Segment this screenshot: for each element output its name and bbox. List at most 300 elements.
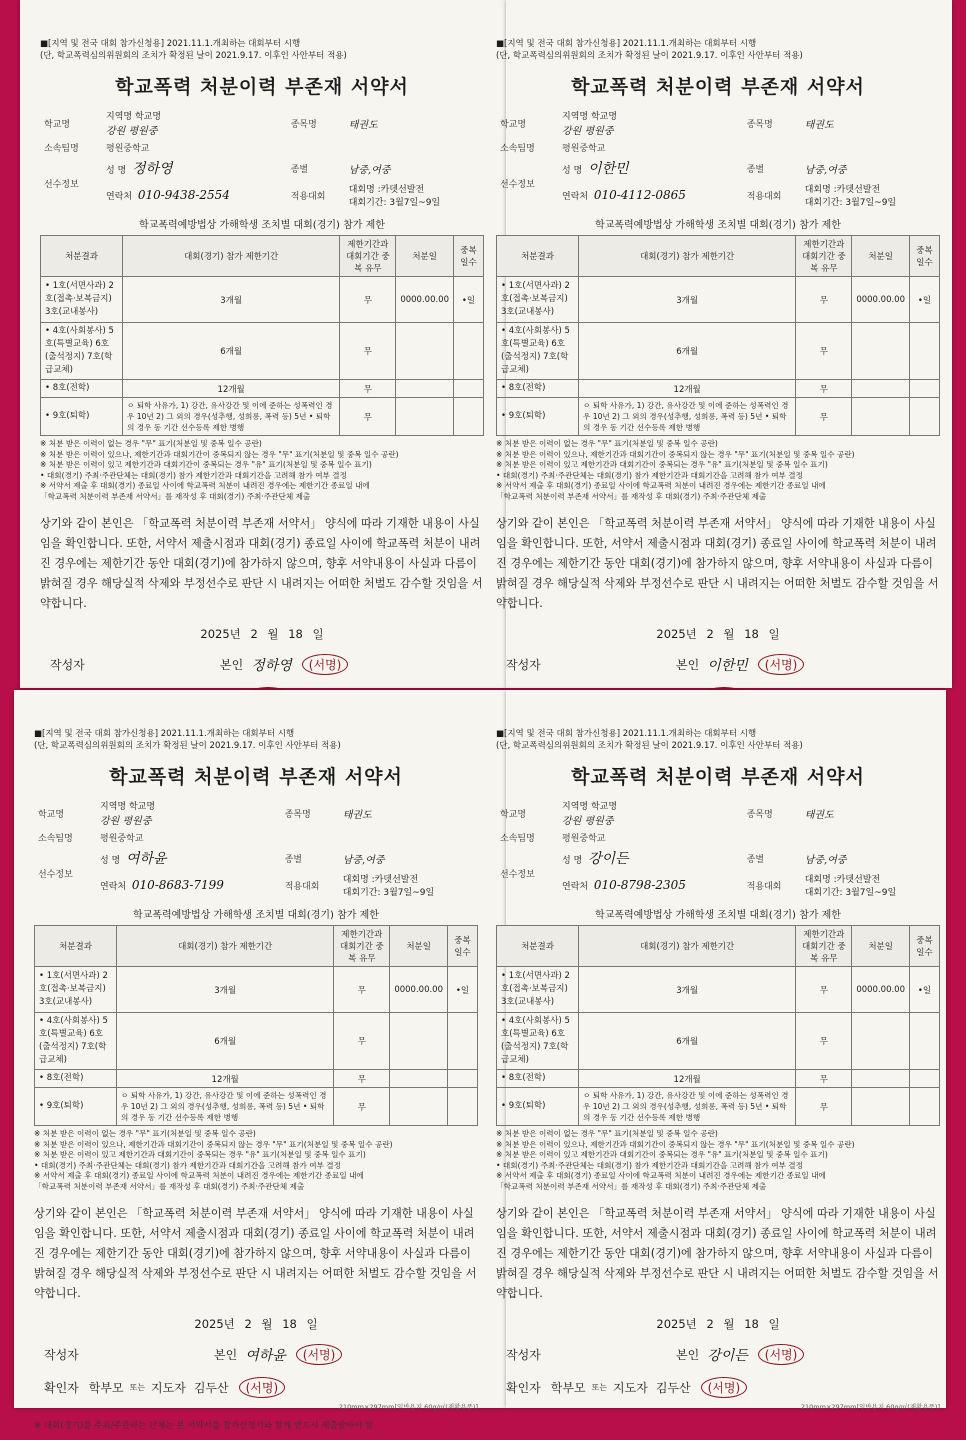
form-sheet-2 xyxy=(496,0,952,688)
row-result: • 4호(사회봉사) 5호(특별교육) 6호(출석정지) 7호(학급교체) xyxy=(35,1013,117,1070)
competition-label: 적용대회 xyxy=(284,881,320,892)
form-sheet-4 xyxy=(496,690,946,1411)
region-school-value: 강원 평원중 xyxy=(562,816,614,827)
player-info-table xyxy=(496,797,940,900)
row-days xyxy=(910,1070,940,1088)
team-value: 평원중학교 xyxy=(562,834,606,844)
form-sheet-1 xyxy=(20,0,506,688)
pledge-text: 상기와 같이 본인은 「학교폭력 처분이력 부존재 서약서」 양식에 따라 기재한 내용이 사실임을 확인합니다. 또한, 서약서 제출시점과 대회(경기) 종료일 사이에 학교폭력 처분이 내려진 경우에는 제한기간 동안 대회(경기)에 참가하지 않으며, 향후 서약내용이 사실과 다름이 밝혀질 경우 해당실적 삭제와 부정선수로 판단 시 내려지는 어떠한 처벌도 감수할 것임을 서약합니다. xyxy=(496,517,939,610)
table-row xyxy=(41,380,484,398)
player-name: 강이든 xyxy=(587,851,629,867)
date-year: 2025년 xyxy=(656,1317,697,1331)
event-label: 종목명 xyxy=(284,809,311,820)
form-header-line2: (단, 학교폭력심의위원회의 조치가 확정된 날이 2021.9.17. 이후인 사안부터 적용) xyxy=(40,51,347,61)
row-result: • 1호(서면사과) 2호(접촉·보복금지) 3호(교내봉사) xyxy=(497,277,579,323)
note: ※ 처분 받은 이력이 있으나, 제한기간과 대회기간이 중복되지 않는 경우 "무" 표기(처분일 및 중복 일수 공란) xyxy=(34,1139,393,1149)
rules-table xyxy=(34,925,478,1126)
school-label: 학교명 xyxy=(44,119,71,130)
note: ※ 서약서 제출 후 대회(경기) 종료일 사이에 학교폭력 처분이 내려진 경우에는 제한기간 종료일 내에 xyxy=(496,481,826,490)
signed-date xyxy=(34,1316,478,1332)
or-label: 또는 xyxy=(129,1383,146,1392)
name-cell xyxy=(558,156,743,180)
note: ※ 서약서 제출 후 대회(경기) 종료일 사이에 학교폭력 처분이 내려진 경우에는 제한기간 종료일 내에 xyxy=(496,1171,826,1180)
confirmer-label: 확인자 xyxy=(44,1381,79,1395)
row-result: • 1호(서면사과) 2호(접촉·보복금지) 3호(교내봉사) xyxy=(41,277,123,323)
row-date xyxy=(390,1088,448,1126)
row-result: • 4호(사회봉사) 5호(특별교육) 6호(출석정지) 7호(학급교체) xyxy=(41,323,123,380)
note: 「학교폭력 처분이력 부존재 서약서」를 재작성 후 대회(경기) 주최·주관단체 제출 xyxy=(40,491,311,501)
paper-spec: 210mm×297mm[일반용지 60g/㎡(재활용품)] xyxy=(800,1403,940,1411)
name-label: 성 명 xyxy=(100,856,121,866)
row-period: 6개월 xyxy=(579,1013,796,1070)
competition-name: 대회명 :카뎃선발전 xyxy=(348,185,425,195)
event-value: 태권도 xyxy=(348,119,378,131)
table-row xyxy=(41,398,484,436)
col-period: 대회(경기) 참가 제한기간 xyxy=(123,236,340,277)
row-period: 3개월 xyxy=(579,277,796,323)
note: • 대회(경기) 주최·주관단체는 대회(경기) 참가 제한기간과 대회기간을 고려해 참가 여부 결정 xyxy=(496,470,803,480)
row-days: •일 xyxy=(910,967,940,1013)
row-days xyxy=(448,1088,478,1126)
region-school-label: 지역명 학교명 xyxy=(562,802,618,812)
contact-cell xyxy=(558,870,743,900)
competition-label: 적용대회 xyxy=(746,881,782,892)
row-days: •일 xyxy=(910,277,940,323)
row-date xyxy=(852,1088,910,1126)
signer-name: 여하윤 xyxy=(245,1347,286,1364)
row-date xyxy=(852,380,910,398)
note: ※ 처분 받은 이력이 있으나, 제한기간과 대회기간이 중복되지 않는 경우 "무" 표기(처분일 및 중복 일수 공란) xyxy=(40,449,399,459)
writer-row xyxy=(496,654,940,675)
event-value: 태권도 xyxy=(804,119,834,131)
name-label: 성 명 xyxy=(106,166,127,176)
pledge-text: 상기와 같이 본인은 「학교폭력 처분이력 부존재 서약서」 양식에 따라 기재한 내용이 사실임을 확인합니다. 또한, 서약서 제출시점과 대회(경기) 종료일 사이에 학교폭력 처분이 내려진 경우에는 제한기간 동안 대회(경기)에 참가하지 않으며, 향후 서약내용이 사실과 다름이 밝혀질 경우 해당실적 삭제와 부정선수로 판단 시 내려지는 어떠한 처벌도 감수할 것임을 서약합니다. xyxy=(40,517,483,610)
note: 「학교폭력 처분이력 부존재 서약서」를 재작성 후 대회(경기) 주최·주관단체 제출 xyxy=(496,1181,767,1191)
col-period: 대회(경기) 참가 제한기간 xyxy=(117,926,334,967)
row-period: 12개월 xyxy=(117,1070,334,1088)
table-row xyxy=(497,967,940,1013)
player-info-label: 선수정보 xyxy=(500,869,535,880)
player-phone: 010-8798-2305 xyxy=(593,878,686,892)
row-date xyxy=(852,398,910,436)
notes xyxy=(40,439,484,502)
table-row xyxy=(497,1070,940,1088)
row-period: 6개월 xyxy=(579,323,796,380)
table-row xyxy=(497,398,940,436)
parent-label: 학부모 xyxy=(88,1381,124,1395)
team-label: 소속팀명 xyxy=(44,144,79,154)
date-year: 2025년 xyxy=(656,627,697,641)
player-info-label: 선수정보 xyxy=(500,179,535,190)
category-label: 종별 xyxy=(746,164,765,175)
signer-name: 강이든 xyxy=(707,1347,748,1364)
player-info-table xyxy=(40,107,484,210)
note: ※ 처분 받은 이력이 있고 제한기간과 대회기간이 중복되는 경우 "유" 표기(처분일 및 중복 일수 표기) xyxy=(34,1150,366,1159)
school-value xyxy=(96,797,281,829)
col-result: 처분결과 xyxy=(497,926,579,967)
col-overlap: 제한기간과 대회기간 중복 유무 xyxy=(334,926,390,967)
row-overlap: 무 xyxy=(796,277,852,323)
row-result: • 1호(서면사과) 2호(접촉·보복금지) 3호(교내봉사) xyxy=(497,967,579,1013)
form-header-line1: ■[지역 및 전국 대회 참가신청용] 2021.11.1.개최하는 대회부터 시행 xyxy=(40,39,301,49)
table-row xyxy=(497,1088,940,1126)
table-row xyxy=(35,967,478,1013)
coach-name: 김두산 xyxy=(655,1381,691,1395)
row-period: ㅇ 퇴학 사유가, 1) 강간, 유사강간 및 이에 준하는 성폭력인 경우 10년 2) 그 외의 경우(성추행, 성희롱, 폭력 등) 5년 • 퇴학의 경우 동 기간 선수등록 제한 병행 xyxy=(579,398,796,436)
region-school-value: 강원 평원중 xyxy=(562,126,614,137)
col-result: 처분결과 xyxy=(41,236,123,277)
rules-subtitle: 학교폭력예방법상 가해학생 조치별 대회(경기) 참가 제한 xyxy=(595,910,841,921)
contact-label: 연락처 xyxy=(100,882,127,892)
table-row xyxy=(41,323,484,380)
competition-name: 대회명 :카뎃선발전 xyxy=(804,875,881,885)
category-label: 종별 xyxy=(290,164,309,175)
row-result: • 1호(서면사과) 2호(접촉·보복금지) 3호(교내봉사) xyxy=(35,967,117,1013)
name-cell xyxy=(96,846,281,870)
note: ※ 처분 받은 이력이 있으나, 제한기간과 대회기간이 중복되지 않는 경우 "무" 표기(처분일 및 중복 일수 공란) xyxy=(496,449,855,459)
category-label: 종별 xyxy=(746,854,765,865)
table-row xyxy=(35,1088,478,1126)
row-overlap: 무 xyxy=(334,967,390,1013)
row-period: 3개월 xyxy=(117,967,334,1013)
region-school-value: 강원 평원중 xyxy=(106,126,158,137)
player-info-table xyxy=(496,107,940,210)
player-phone: 010-4112-0865 xyxy=(593,188,686,202)
school-value xyxy=(558,107,743,139)
player-phone: 010-9438-2554 xyxy=(137,188,230,202)
row-period: 12개월 xyxy=(579,1070,796,1088)
school-value xyxy=(558,797,743,829)
region-school-label: 지역명 학교명 xyxy=(106,112,162,122)
note: ※ 처분 받은 이력이 있고 제한기간과 대회기간이 중복되는 경우 "유" 표기(처분일 및 중복 일수 표기) xyxy=(496,1150,828,1159)
row-overlap: 무 xyxy=(340,398,396,436)
row-overlap: 무 xyxy=(796,1013,852,1070)
row-overlap: 무 xyxy=(796,380,852,398)
player-name: 여하윤 xyxy=(125,851,167,867)
row-date xyxy=(396,398,454,436)
col-period: 대회(경기) 참가 제한기간 xyxy=(579,926,796,967)
rules-subtitle: 학교폭력예방법상 가해학생 조치별 대회(경기) 참가 제한 xyxy=(595,220,841,231)
row-period: 6개월 xyxy=(117,1013,334,1070)
row-date xyxy=(852,1070,910,1088)
event-value: 태권도 xyxy=(342,809,372,821)
note: • 대회(경기) 주최·주관단체는 대회(경기) 참가 제한기간과 대회기간을 고려해 참가 여부 결정 xyxy=(40,470,347,480)
competition-label: 적용대회 xyxy=(290,191,326,202)
date-month: 2 월 xyxy=(244,1317,273,1331)
table-row xyxy=(497,323,940,380)
team-value: 평원중학교 xyxy=(106,144,150,154)
row-result: • 8호(전학) xyxy=(497,380,579,398)
row-overlap: 무 xyxy=(796,398,852,436)
self-label: 본인 xyxy=(676,658,700,672)
row-date xyxy=(852,323,910,380)
table-row xyxy=(35,1070,478,1088)
signer-name: 정하영 xyxy=(251,657,292,674)
table-row xyxy=(41,277,484,323)
row-period: 3개월 xyxy=(579,967,796,1013)
rules-table xyxy=(496,235,940,436)
row-period: 6개월 xyxy=(123,323,340,380)
form-title: 학교폭력 처분이력 부존재 서약서 xyxy=(571,76,865,98)
pledge-text: 상기와 같이 본인은 「학교폭력 처분이력 부존재 서약서」 양식에 따라 기재한 내용이 사실임을 확인합니다. 또한, 서약서 제출시점과 대회(경기) 종료일 사이에 학교폭력 처분이 내려진 경우에는 제한기간 동안 대회(경기)에 참가하지 않으며, 향후 서약내용이 사실과 다름이 밝혀질 경우 해당실적 삭제와 부정선수로 판단 시 내려지는 어떠한 처벌도 감수할 것임을 서약합니다. xyxy=(496,1207,939,1300)
signature-mark: (서명) xyxy=(758,654,805,675)
form-header-line1: ■[지역 및 전국 대회 참가신청용] 2021.11.1.개최하는 대회부터 시행 xyxy=(34,729,295,739)
contact-cell xyxy=(102,180,287,210)
date-day: 18 일 xyxy=(744,627,780,641)
note: ※ 서약서 제출 후 대회(경기) 종료일 사이에 학교폭력 처분이 내려진 경우에는 제한기간 종료일 내에 xyxy=(40,481,370,490)
col-days: 중복 일수 xyxy=(910,926,940,967)
competition-name: 대회명 :카뎃선발전 xyxy=(342,875,419,885)
row-days xyxy=(448,1013,478,1070)
row-result: • 8호(전학) xyxy=(35,1070,117,1088)
competition-period: 대회기간: 3월7일~9일 xyxy=(804,888,897,898)
contact-label: 연락처 xyxy=(562,192,589,202)
team-value: 평원중학교 xyxy=(562,144,606,154)
coach-stamp: (서명) xyxy=(239,1377,286,1398)
date-day: 18 일 xyxy=(282,1317,318,1331)
form-sheet-3 xyxy=(14,690,506,1431)
row-days xyxy=(910,1088,940,1126)
date-month: 2 월 xyxy=(706,627,735,641)
school-value xyxy=(102,107,287,139)
row-overlap: 무 xyxy=(796,323,852,380)
col-days: 중복 일수 xyxy=(454,236,484,277)
confirmer-label: 확인자 xyxy=(506,1381,541,1395)
row-date xyxy=(390,1013,448,1070)
row-overlap: 무 xyxy=(334,1013,390,1070)
region-school-value: 강원 평원중 xyxy=(100,816,152,827)
writer-row xyxy=(40,654,484,675)
date-day: 18 일 xyxy=(744,1317,780,1331)
col-result: 처분결과 xyxy=(497,236,579,277)
team-label: 소속팀명 xyxy=(500,834,535,844)
note: ※ 서약서 제출 후 대회(경기) 종료일 사이에 학교폭력 처분이 내려진 경우에는 제한기간 종료일 내에 xyxy=(34,1171,364,1180)
row-period: ㅇ 퇴학 사유가, 1) 강간, 유사강간 및 이에 준하는 성폭력인 경우 10년 2) 그 외의 경우(성추행, 성희롱, 폭력 등) 5년 • 퇴학의 경우 동 기간 선수등록 제한 병행 xyxy=(117,1088,334,1126)
row-date xyxy=(396,323,454,380)
competition-period: 대회기간: 3월7일~9일 xyxy=(804,198,897,208)
coach-stamp: (서명) xyxy=(701,1377,748,1398)
form-header-line2: (단, 학교폭력심의위원회의 조치가 확정된 날이 2021.9.17. 이후인 사안부터 적용) xyxy=(496,51,803,61)
name-cell xyxy=(102,156,287,180)
row-result: • 4호(사회봉사) 5호(특별교육) 6호(출석정지) 7호(학급교체) xyxy=(497,1013,579,1070)
contact-cell xyxy=(558,180,743,210)
note: 「학교폭력 처분이력 부존재 서약서」를 재작성 후 대회(경기) 주최·주관단체 제출 xyxy=(496,491,767,501)
note: ※ 처분 받은 이력이 없는 경우 "무" 표기(처분일 및 중복 일수 공란) xyxy=(496,1129,718,1138)
row-days xyxy=(910,323,940,380)
form-title: 학교폭력 처분이력 부존재 서약서 xyxy=(109,766,403,788)
competition-name: 대회명 :카뎃선발전 xyxy=(804,185,881,195)
col-overlap: 제한기간과 대회기간 중복 유무 xyxy=(796,926,852,967)
coach-label: 지도자 xyxy=(151,1381,186,1395)
name-label: 성 명 xyxy=(562,856,583,866)
contact-label: 연락처 xyxy=(106,192,133,202)
note: ※ 처분 받은 이력이 있으나, 제한기간과 대회기간이 중복되지 않는 경우 "무" 표기(처분일 및 중복 일수 공란) xyxy=(496,1139,855,1149)
signature-mark: (서명) xyxy=(302,654,349,675)
row-result: • 8호(전학) xyxy=(41,380,123,398)
confirmer-row xyxy=(496,1377,940,1398)
note: ※ 처분 받은 이력이 없는 경우 "무" 표기(처분일 및 중복 일수 공란) xyxy=(496,439,718,448)
paper-spec: 210mm×297mm[일반용지 60g/㎡(재활용품)] xyxy=(338,1403,478,1411)
player-name: 정하영 xyxy=(131,161,173,177)
form-title: 학교폭력 처분이력 부존재 서약서 xyxy=(571,766,865,788)
player-info-label: 선수정보 xyxy=(38,869,73,880)
region-school-label: 지역명 학교명 xyxy=(562,112,618,122)
table-row xyxy=(497,1013,940,1070)
writer-label: 작성자 xyxy=(506,658,541,672)
coach-name: 김두산 xyxy=(193,1381,229,1395)
notes xyxy=(496,1129,940,1192)
competition-label: 적용대회 xyxy=(746,191,782,202)
form-header-line2: (단, 학교폭력심의위원회의 조치가 확정된 날이 2021.9.17. 이후인 사안부터 적용) xyxy=(34,741,341,751)
date-year: 2025년 xyxy=(200,627,241,641)
table-row xyxy=(497,277,940,323)
notes xyxy=(34,1129,478,1192)
row-overlap: 무 xyxy=(334,1070,390,1088)
table-row xyxy=(35,1013,478,1070)
confirmer-row xyxy=(34,1377,478,1398)
rules-table xyxy=(496,925,940,1126)
form-footnote: ※ 대회(경기)를 주최/주관하는 단체는 본 서약서를 참가신청서와 함께 반드시 제출받아야 함 xyxy=(34,1421,374,1431)
row-date: 0000.00.00 xyxy=(852,277,910,323)
row-overlap: 무 xyxy=(796,967,852,1013)
event-label: 종목명 xyxy=(290,119,317,130)
row-date: 0000.00.00 xyxy=(390,967,448,1013)
competition-value xyxy=(339,870,478,900)
col-date: 처분일 xyxy=(852,926,910,967)
signed-date xyxy=(496,626,940,642)
signature-mark: (서명) xyxy=(296,1344,343,1365)
player-name: 이한민 xyxy=(587,161,629,177)
or-label: 또는 xyxy=(591,1383,608,1392)
row-period: 12개월 xyxy=(579,380,796,398)
note: ※ 처분 받은 이력이 있고 제한기간과 대회기간이 중복되는 경우 "유" 표기(처분일 및 중복 일수 표기) xyxy=(496,460,828,469)
category-label: 종별 xyxy=(284,854,303,865)
row-result: • 9호(퇴학) xyxy=(497,398,579,436)
form-header-line1: ■[지역 및 전국 대회 참가신청용] 2021.11.1.개최하는 대회부터 시행 xyxy=(496,729,757,739)
note: 「학교폭력 처분이력 부존재 서약서」를 재작성 후 대회(경기) 주최·주관단체 제출 xyxy=(34,1181,305,1191)
col-period: 대회(경기) 참가 제한기간 xyxy=(579,236,796,277)
competition-period: 대회기간: 3월7일~9일 xyxy=(348,198,441,208)
row-days xyxy=(448,1070,478,1088)
row-overlap: 무 xyxy=(796,1088,852,1126)
self-label: 본인 xyxy=(220,658,244,672)
row-date xyxy=(396,380,454,398)
col-overlap: 제한기간과 대회기간 중복 유무 xyxy=(796,236,852,277)
player-phone: 010-8683-7199 xyxy=(131,878,224,892)
signed-date xyxy=(40,626,484,642)
school-label: 학교명 xyxy=(500,119,527,130)
row-overlap: 무 xyxy=(340,323,396,380)
pledge-text: 상기와 같이 본인은 「학교폭력 처분이력 부존재 서약서」 양식에 따라 기재한 내용이 사실임을 확인합니다. 또한, 서약서 제출시점과 대회(경기) 종료일 사이에 학교폭력 처분이 내려진 경우에는 제한기간 동안 대회(경기)에 참가하지 않으며, 향후 서약내용이 사실과 다름이 밝혀질 경우 해당실적 삭제와 부정선수로 판단 시 내려지는 어떠한 처벌도 감수할 것임을 서약합니다. xyxy=(34,1207,477,1300)
signature-mark: (서명) xyxy=(758,1344,805,1365)
note: ※ 처분 받은 이력이 없는 경우 "무" 표기(처분일 및 중복 일수 공란) xyxy=(40,439,262,448)
competition-period: 대회기간: 3월7일~9일 xyxy=(342,888,435,898)
rules-subtitle: 학교폭력예방법상 가해학생 조치별 대회(경기) 참가 제한 xyxy=(139,220,385,231)
category-value: 남중,여중 xyxy=(804,164,847,176)
event-value: 태권도 xyxy=(804,809,834,821)
school-label: 학교명 xyxy=(500,809,527,820)
player-info-table xyxy=(34,797,478,900)
date-month: 2 월 xyxy=(706,1317,735,1331)
player-info-label: 선수정보 xyxy=(44,179,79,190)
col-overlap: 제한기간과 대회기간 중복 유무 xyxy=(340,236,396,277)
form-title: 학교폭력 처분이력 부존재 서약서 xyxy=(115,76,409,98)
note: • 대회(경기) 주최·주관단체는 대회(경기) 참가 제한기간과 대회기간을 고려해 참가 여부 결정 xyxy=(34,1160,341,1170)
row-date xyxy=(852,1013,910,1070)
contact-label: 연락처 xyxy=(562,882,589,892)
rules-subtitle: 학교폭력예방법상 가해학생 조치별 대회(경기) 참가 제한 xyxy=(133,910,379,921)
row-overlap: 무 xyxy=(340,380,396,398)
row-date xyxy=(390,1070,448,1088)
competition-value xyxy=(801,180,940,210)
row-result: • 4호(사회봉사) 5호(특별교육) 6호(출석정지) 7호(학급교체) xyxy=(497,323,579,380)
category-value: 남중,여중 xyxy=(342,854,385,866)
date-month: 2 월 xyxy=(250,627,279,641)
name-cell xyxy=(558,846,743,870)
signed-date xyxy=(496,1316,940,1332)
row-period: 12개월 xyxy=(123,380,340,398)
row-date: 0000.00.00 xyxy=(852,967,910,1013)
form-header-line2: (단, 학교폭력심의위원회의 조치가 확정된 날이 2021.9.17. 이후인 사안부터 적용) xyxy=(496,741,803,751)
row-overlap: 무 xyxy=(334,1088,390,1126)
form-header-line1: ■[지역 및 전국 대회 참가신청용] 2021.11.1.개최하는 대회부터 시행 xyxy=(496,39,757,49)
col-date: 처분일 xyxy=(396,236,454,277)
event-label: 종목명 xyxy=(746,119,773,130)
competition-value xyxy=(345,180,484,210)
event-label: 종목명 xyxy=(746,809,773,820)
date-year: 2025년 xyxy=(194,1317,235,1331)
row-overlap: 무 xyxy=(796,1070,852,1088)
school-label: 학교명 xyxy=(38,809,65,820)
rules-table xyxy=(40,235,484,436)
col-date: 처분일 xyxy=(390,926,448,967)
parent-label: 학부모 xyxy=(550,1381,586,1395)
note: • 대회(경기) 주최·주관단체는 대회(경기) 참가 제한기간과 대회기간을 고려해 참가 여부 결정 xyxy=(496,1160,803,1170)
row-period: ㅇ 퇴학 사유가, 1) 강간, 유사강간 및 이에 준하는 성폭력인 경우 10년 2) 그 외의 경우(성추행, 성희롱, 폭력 등) 5년 • 퇴학의 경우 동 기간 선수등록 제한 병행 xyxy=(579,1088,796,1126)
self-label: 본인 xyxy=(676,1348,700,1362)
coach-label: 지도자 xyxy=(613,1381,648,1395)
writer-label: 작성자 xyxy=(44,1348,79,1362)
writer-row xyxy=(34,1344,478,1365)
row-period: 3개월 xyxy=(123,277,340,323)
self-label: 본인 xyxy=(214,1348,238,1362)
note: ※ 처분 받은 이력이 없는 경우 "무" 표기(처분일 및 중복 일수 공란) xyxy=(34,1129,256,1138)
category-value: 남중,여중 xyxy=(348,164,391,176)
category-value: 남중,여중 xyxy=(804,854,847,866)
row-result: • 8호(전학) xyxy=(497,1070,579,1088)
row-date: 0000.00.00 xyxy=(396,277,454,323)
row-days xyxy=(910,380,940,398)
row-result: • 9호(퇴학) xyxy=(497,1088,579,1126)
col-date: 처분일 xyxy=(852,236,910,277)
row-period: ㅇ 퇴학 사유가, 1) 강간, 유사강간 및 이에 준하는 성폭력인 경우 10년 2) 그 외의 경우(성추행, 성희롱, 폭력 등) 5년 • 퇴학의 경우 동 기간 선수등록 제한 병행 xyxy=(123,398,340,436)
team-label: 소속팀명 xyxy=(500,144,535,154)
note: ※ 처분 받은 이력이 있고 제한기간과 대회기간이 중복되는 경우 "유" 표기(처분일 및 중복 일수 표기) xyxy=(40,460,372,469)
row-days xyxy=(910,398,940,436)
col-days: 중복 일수 xyxy=(448,926,478,967)
contact-cell xyxy=(96,870,281,900)
writer-row xyxy=(496,1344,940,1365)
competition-value xyxy=(801,870,940,900)
date-day: 18 일 xyxy=(288,627,324,641)
table-row xyxy=(497,380,940,398)
notes xyxy=(496,439,940,502)
row-overlap: 무 xyxy=(340,277,396,323)
team-label: 소속팀명 xyxy=(38,834,73,844)
name-label: 성 명 xyxy=(562,166,583,176)
team-value: 평원중학교 xyxy=(100,834,144,844)
col-days: 중복 일수 xyxy=(910,236,940,277)
